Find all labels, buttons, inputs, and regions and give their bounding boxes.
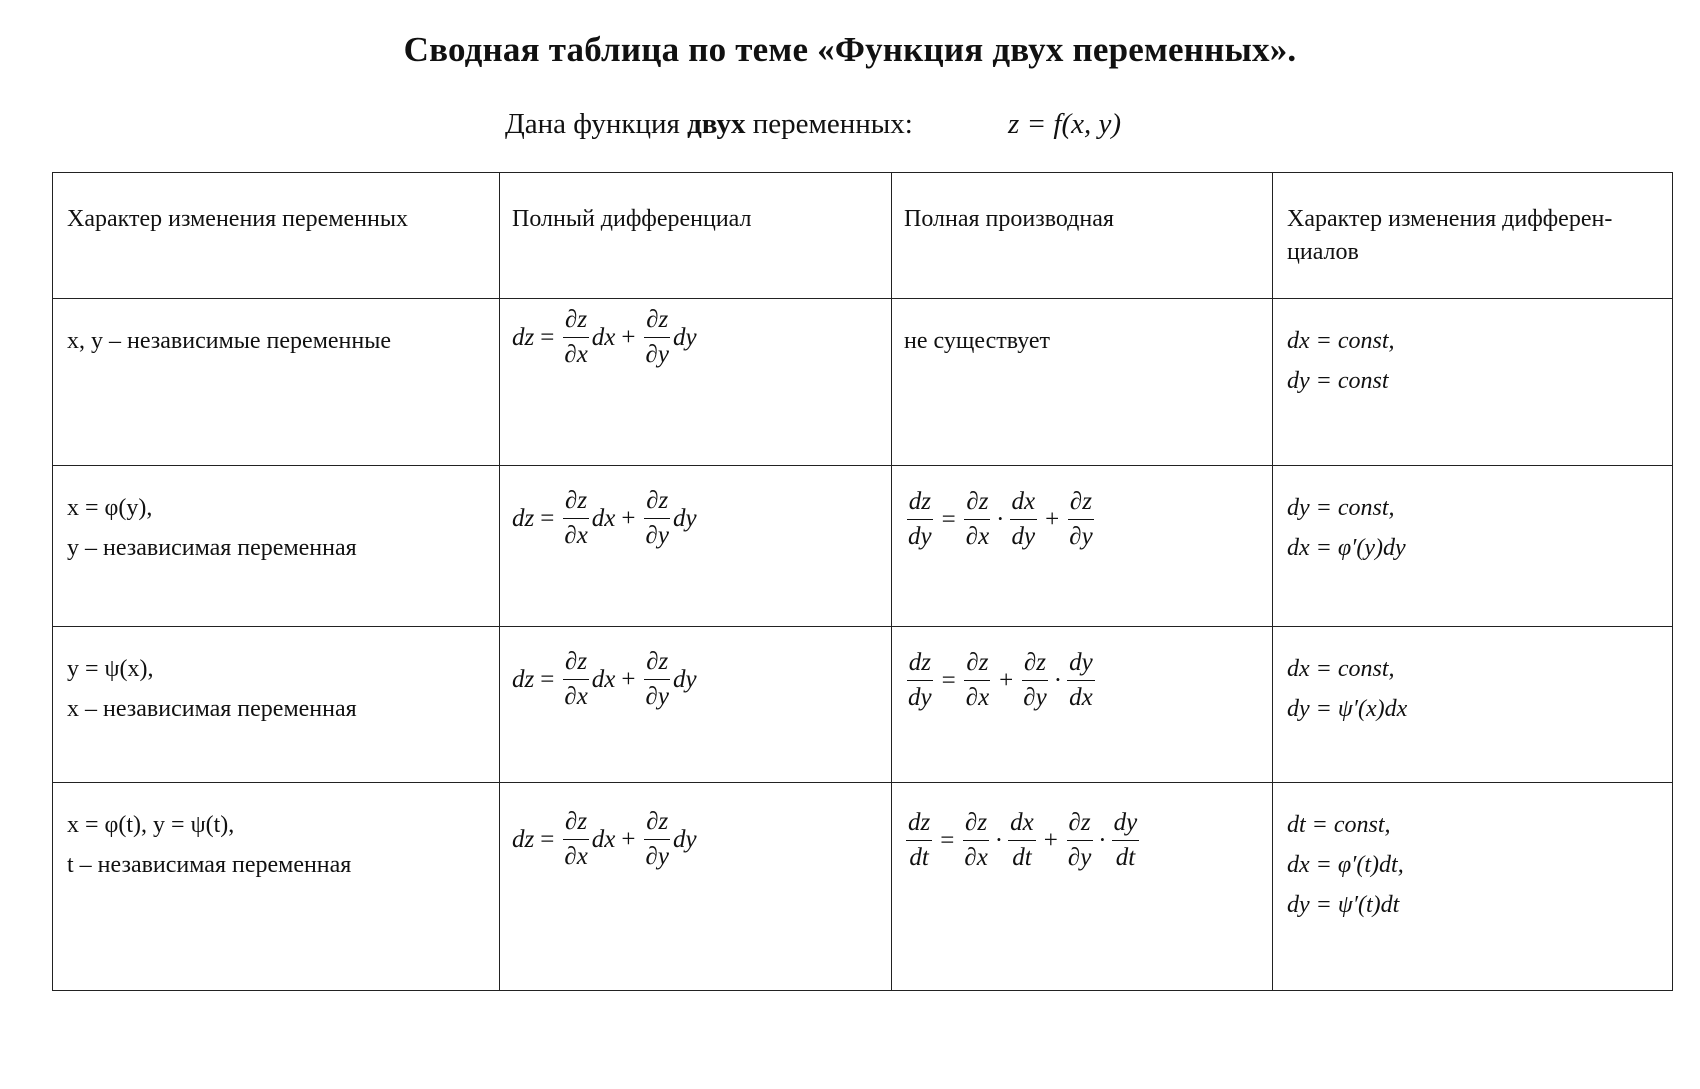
differential-formula: dz = $\frac{\partial z}{\partial x}$ dx + $\frac{\partial z}{\partial y}$ dy [512,484,697,553]
derivative-formula: $\frac{dz}{dy}$ = $\frac{\partial z}{\partial x}$ + $\frac{\partial z}{\partial y}$ · $\frac{dy}{dx}$ [904,646,1097,715]
diff-char-line: dy = ψ′(x)dx [1287,696,1408,722]
cell-diff-char [1273,299,1673,466]
page-title: Сводная таблица по теме «Функция двух переменных». [403,30,1297,69]
diff-char-line: dx = const, [1287,328,1395,354]
table-row [53,466,1673,627]
diff-char-line: dx = φ′(t)dt, [1287,852,1404,878]
cell-variables [53,299,500,466]
diff-char-line: dy = const, [1287,495,1395,521]
differential-formula: dz = $\frac{\partial z}{\partial x}$ dx + $\frac{\partial z}{\partial y}$ dy [512,805,697,874]
cell-derivative [892,299,1273,466]
table-header-row [53,173,1673,299]
variables-line: x, y – независимые переменные [67,328,392,354]
header-derivative: Полная производная [892,173,1273,299]
variables-line: t – независимая переменная [67,852,352,878]
diff-char-line: dx = φ′(y)dy [1287,535,1406,561]
cell-differential [500,783,892,991]
variables-line: y = ψ(x), [67,656,154,682]
header-diff-char: Характер изменения дифферен-циалов [1273,173,1673,299]
derivative-formula: $\frac{dz}{dy}$ = $\frac{\partial z}{\partial x}$ · $\frac{dx}{dy}$ + $\frac{\partial z}{\partial y}$ [904,485,1097,554]
cell-derivative [892,783,1273,991]
table-row [53,783,1673,991]
subtitle-formula: z = f(x, y) [1008,108,1122,140]
cell-variables [53,466,500,627]
cell-derivative [892,627,1273,783]
differential-formula: dz = $\frac{\partial z}{\partial x}$ dx + $\frac{\partial z}{\partial y}$ dy [512,645,697,714]
variables-line: y – независимая переменная [67,535,357,561]
derivative-formula: $\frac{dz}{dt}$ = $\frac{\partial z}{\partial x}$ · $\frac{dx}{dt}$ + $\frac{\partial z}{\partial y}$ · $\frac{dy}{dt}$ [904,806,1141,875]
differential-formula: dz = $\frac{\partial z}{\partial x}$ dx + $\frac{\partial z}{\partial y}$ dy [512,303,697,372]
cell-differential [500,299,892,466]
table-row [53,299,1673,466]
variables-line: x = φ(y), [67,495,153,521]
subtitle-prefix: Дана функция [505,108,688,140]
table-row [53,627,1673,783]
subtitle-bold: двух [687,108,746,140]
variables-line: x = φ(t), y = ψ(t), [67,812,235,838]
diff-char-line: dx = const, [1287,656,1395,682]
cell-derivative [892,466,1273,627]
diff-char-line: dt = const, [1287,812,1391,838]
summary-table [52,172,1673,991]
header-differential: Полный дифференциал [500,173,892,299]
header-variables: Характер изменения переменных [53,173,500,299]
cell-differential [500,627,892,783]
cell-diff-char [1273,783,1673,991]
cell-variables [53,627,500,783]
cell-diff-char [1273,627,1673,783]
cell-diff-char [1273,466,1673,627]
variables-line: x – независимая переменная [67,696,357,722]
subtitle-suffix: переменных: [745,108,913,140]
diff-char-line: dy = const [1287,368,1389,394]
derivative-text: не существует [904,328,1051,354]
diff-char-line: dy = ψ′(t)dt [1287,892,1400,918]
subtitle [505,108,1121,141]
cell-differential [500,466,892,627]
cell-variables [53,783,500,991]
